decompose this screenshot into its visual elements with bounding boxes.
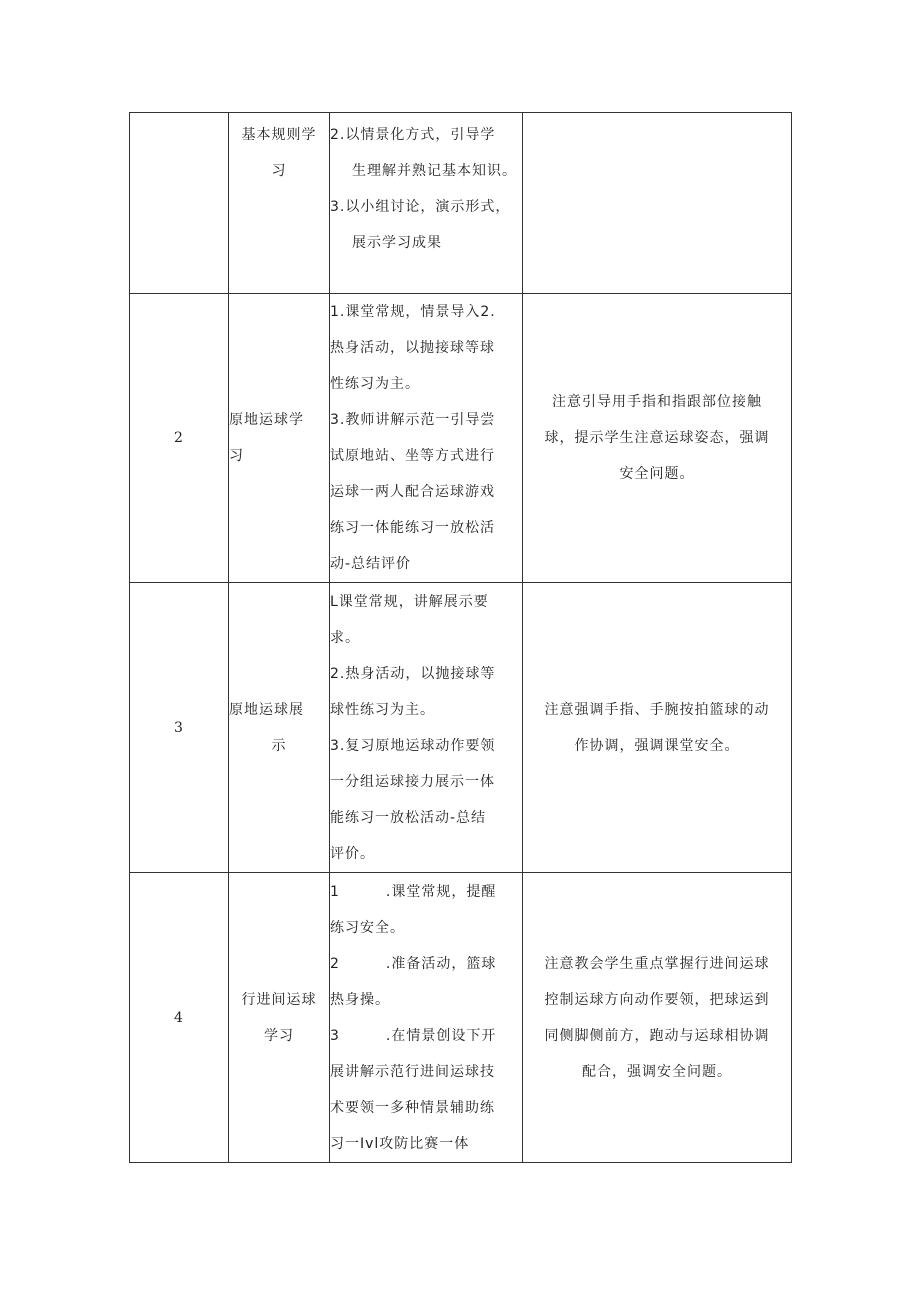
step-line: 生理解并熟记基本知识。: [352, 163, 517, 179]
lesson-steps: [330, 583, 523, 873]
step-number: 3: [330, 1027, 340, 1044]
note-line: 配合，强调安全问题。: [582, 1063, 732, 1080]
step-line: 2.以情景化方式，引导学: [330, 127, 496, 143]
lesson-title: [229, 583, 330, 873]
table-row: [130, 583, 792, 873]
note-line: 同侧脚侧前方，跑动与运球相协调: [544, 1027, 770, 1044]
step-line: 试原地站、坐等方式进行: [330, 448, 495, 464]
step-line: [330, 946, 522, 982]
step-line: 动-总结评价: [330, 556, 412, 572]
title-line: 原地运球展: [229, 701, 304, 718]
note-line: 控制运球方向动作要领，把球运到: [544, 991, 770, 1008]
title-line: 习: [229, 448, 244, 464]
step-line: 性练习为主。: [330, 376, 420, 392]
step-line: 3.教师讲解示范一引导尝: [330, 412, 496, 428]
step-line: 能练习一放松活动-总结: [330, 809, 487, 826]
lesson-notes: [523, 873, 792, 1163]
note-line: 球，提示学生注意运球姿态，强调: [544, 430, 770, 446]
lesson-notes: [523, 113, 792, 294]
step-line: 热身操。: [330, 991, 390, 1008]
table-row: [130, 294, 792, 583]
note-line: 注意引导用手指和指跟部位接触: [552, 394, 762, 410]
step-line: 1.课堂常规，情景导入2.: [330, 304, 496, 320]
lesson-number: 4: [130, 873, 229, 1163]
step-line: 2.热身活动，以抛接球等: [330, 665, 496, 682]
lesson-steps: [330, 873, 523, 1163]
step-line: 一分组运球接力展示一体: [330, 773, 495, 790]
table-row: [130, 873, 792, 1163]
lesson-notes: [523, 583, 792, 873]
table-row: [130, 113, 792, 294]
note-line: 注意强调手指、手腕按拍篮球的动: [544, 701, 770, 718]
step-line: [330, 874, 522, 910]
step-line: 习一Ivl攻防比赛一体: [330, 1135, 470, 1152]
lesson-title: [229, 873, 330, 1163]
lesson-plan-table: [129, 112, 792, 1163]
note-line: 注意教会学生重点掌握行进间运球: [544, 955, 770, 972]
lesson-number: 2: [130, 294, 229, 583]
lesson-notes: [523, 294, 792, 583]
step-number: 1: [330, 883, 340, 900]
step-line: 球性练习为主。: [330, 701, 435, 718]
step-line: 练习安全。: [330, 919, 405, 936]
title-line: 示: [271, 737, 287, 754]
step-line: L课堂常规，讲解展示要: [330, 593, 489, 610]
step-line: 练习一体能练习一放松活: [330, 520, 495, 536]
lesson-steps: [330, 113, 523, 294]
step-text: .课堂常规，提醒: [385, 883, 497, 900]
step-text: .在情景创设下开: [385, 1027, 497, 1044]
step-line: 术要领一多种情景辅助练: [330, 1099, 495, 1116]
lesson-number: [130, 113, 229, 294]
step-line: [330, 1018, 522, 1054]
step-line: 3.复习原地运球动作要领: [330, 737, 496, 754]
step-number: 2: [330, 955, 340, 972]
step-line: 展示学习成果: [352, 235, 442, 251]
note-line: 安全问题。: [619, 466, 695, 482]
step-line: 评价。: [330, 845, 375, 862]
step-line: 运球一两人配合运球游戏: [330, 484, 495, 500]
title-line: 基本规则学: [241, 127, 317, 143]
title-line: 原地运球学: [229, 412, 304, 428]
step-text: .准备活动，篮球: [385, 955, 497, 972]
title-line: 行进间运球: [241, 991, 317, 1008]
lesson-number: 3: [130, 583, 229, 873]
lesson-title: [229, 113, 330, 294]
lesson-steps: [330, 294, 523, 583]
title-line: 习: [271, 163, 287, 179]
step-line: 3.以小组讨论，演示形式，: [330, 199, 511, 215]
step-line: 展讲解示范行进间运球技: [330, 1063, 495, 1080]
note-line: 作协调，强调课堂安全。: [574, 737, 740, 754]
title-line: 学习: [264, 1027, 294, 1044]
step-line: 热身活动，以抛接球等球: [330, 340, 495, 356]
step-line: 求。: [330, 629, 360, 646]
lesson-title: [229, 294, 330, 583]
